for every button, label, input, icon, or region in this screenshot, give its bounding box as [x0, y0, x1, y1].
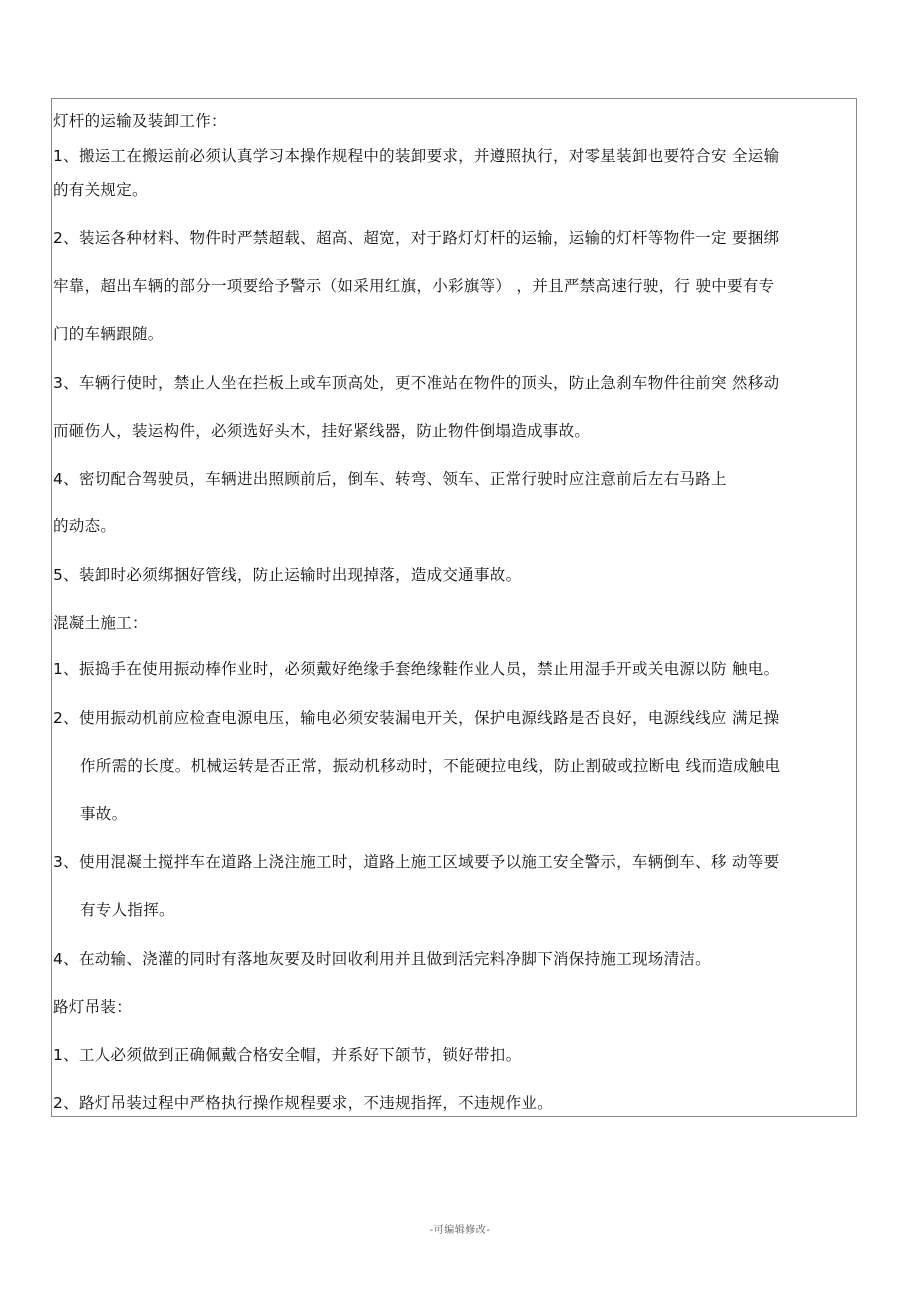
paragraph-line: 事故。: [80, 805, 128, 823]
paragraph-line: 牢靠，超出车辆的部分一项要给予警示（如采用红旗，小彩旗等） ，并且严禁高速行驶，行 驶中要有专: [53, 277, 775, 295]
section-heading-concrete: 混凝土施工：: [53, 614, 148, 632]
paragraph-line: 作所需的长度。机械运转是否正常，振动机移动时，不能硬拉电线，防止割破或拉断电 线而造成触电: [80, 757, 781, 775]
paragraph-line: 有专人指挥。: [80, 901, 175, 919]
paragraph-line: 1、振捣手在使用振动棒作业时，必须戴好绝缘手套绝缘鞋作业人员，禁止用湿手开或关电源以防 触电。: [53, 660, 780, 678]
page-footer: -可编辑修改-: [429, 1225, 491, 1236]
paragraph-line: 2、使用振动机前应检查电源电压，输电必须安装漏电开关，保护电源线路是否良好，电源线线应 满足操: [53, 709, 780, 727]
paragraph-line: 4、在动输、浇灌的同时有落地灰要及时回收利用并且做到活完料净脚下消保持施工现场清洁。: [53, 950, 711, 968]
paragraph-line: 的动态。: [53, 517, 117, 535]
paragraph-line: 1、搬运工在搬运前必须认真学习本操作规程中的装卸要求，并遵照执行，对零星装卸也要符合安 全运输: [53, 147, 780, 165]
paragraph-line: 2、装运各种材料、物件时严禁超载、超高、超宽，对于路灯灯杆的运输，运输的灯杆等物件一定 要捆绑: [53, 229, 780, 247]
paragraph-line: 5、装卸时必须绑捆好管线，防止运输时出现掉落，造成交通事故。: [53, 566, 522, 584]
section-heading-lifting: 路灯吊装：: [53, 998, 133, 1016]
paragraph-line: 4、密切配合驾驶员，车辆进出照顾前后，倒车、转弯、领车、正常行驶时应注意前后左右马路上: [53, 470, 727, 488]
paragraph-line: 门的车辆跟随。: [53, 325, 164, 343]
paragraph-line: 的有关规定。: [53, 181, 148, 199]
paragraph-line: 而砸伤人，装运构件，必须选好头木，挂好紧线器，防止物件倒塌造成事故。: [53, 422, 591, 440]
section-heading-transport: 灯杆的运输及装卸工作：: [53, 112, 227, 130]
paragraph-line: 3、车辆行使时，禁止人坐在拦板上或车顶高处，更不准站在物件的顶头，防止急刹车物件往前突 然移动: [53, 374, 780, 392]
paragraph-line: 3、使用混凝土搅拌车在道路上浇注施工时，道路上施工区域要予以施工安全警示，车辆倒车、移 动等要: [53, 853, 780, 871]
paragraph-line: 1、工人必须做到正确佩戴合格安全帽，并系好下颌节，锁好带扣。: [53, 1046, 522, 1064]
paragraph-line: 2、路灯吊装过程中严格执行操作规程要求，不违规指挥，不违规作业。: [53, 1094, 553, 1112]
